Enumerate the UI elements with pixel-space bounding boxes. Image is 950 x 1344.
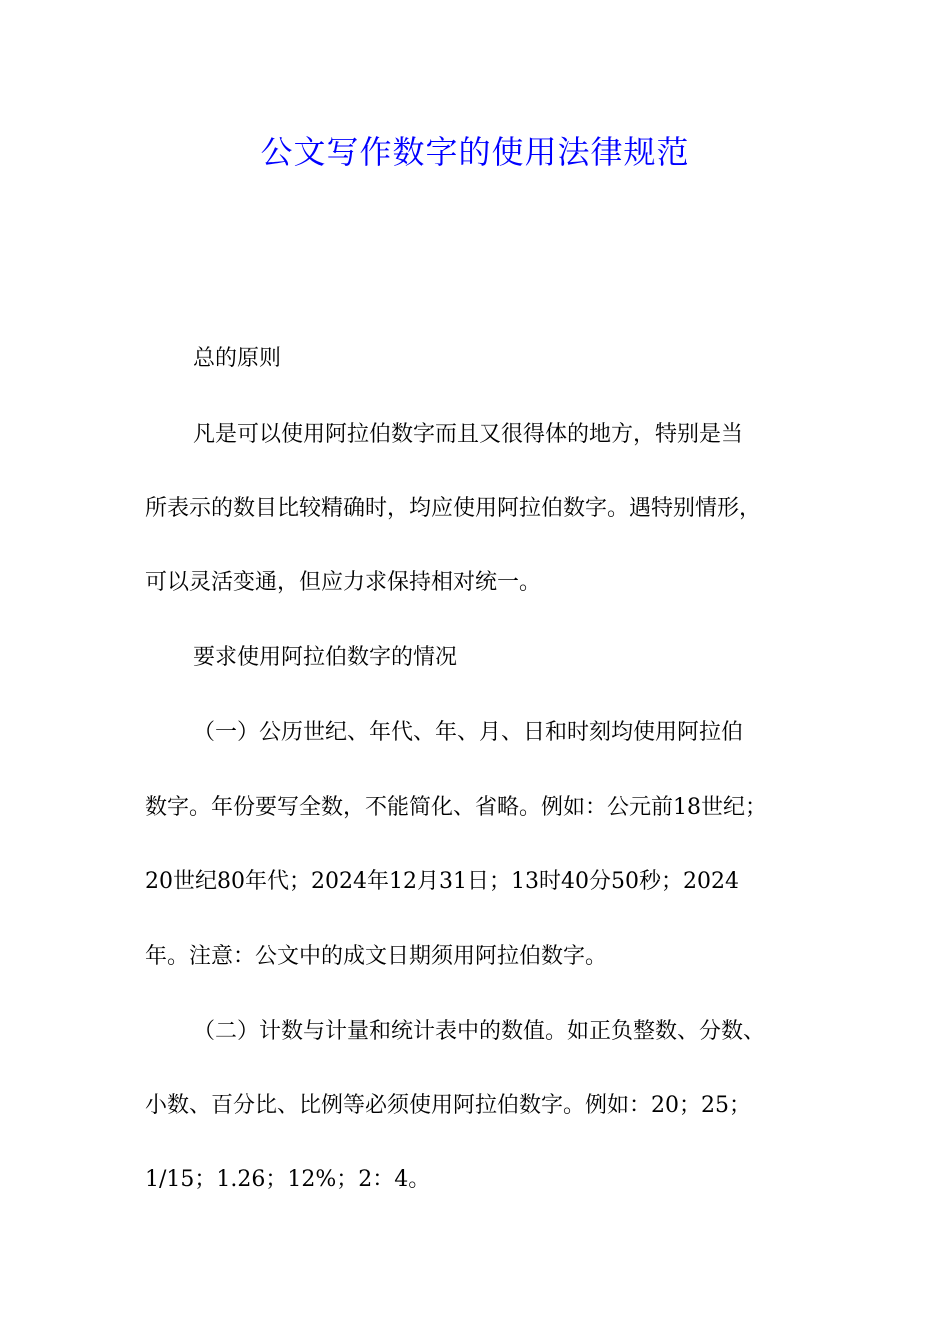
paragraph-line: 可以灵活变通，但应力求保持相对统一。	[145, 570, 542, 595]
paragraph-line: 凡是可以使用阿拉伯数字而且又很得体的地方，特别是当	[193, 422, 744, 447]
section-heading-general-principle: 总的原则	[193, 346, 282, 371]
paragraph-line: 1/15；1.26；12%；2：4。	[145, 1167, 431, 1192]
paragraph-line: 数字。年份要写全数，不能简化、省略。例如：公元前18世纪；	[145, 795, 767, 820]
paragraph-line: （二）计数与计量和统计表中的数值。如正负整数、分数、	[193, 1019, 766, 1044]
paragraph-line: 所表示的数目比较精确时，均应使用阿拉伯数字。遇特别情形，	[145, 496, 762, 521]
paragraph-line: 年。注意：公文中的成文日期须用阿拉伯数字。	[145, 944, 608, 969]
paragraph-line: 20世纪80年代；2024年12月31日；13时40分50秒；2024	[145, 869, 739, 894]
paragraph-line: 小数、百分比、比例等必须使用阿拉伯数字。例如：20；25；	[145, 1093, 751, 1118]
document-title: 公文写作数字的使用法律规范	[260, 133, 690, 171]
section-heading-arabic-numerals: 要求使用阿拉伯数字的情况	[193, 645, 458, 670]
paragraph-line: （一）公历世纪、年代、年、月、日和时刻均使用阿拉伯	[193, 720, 744, 745]
